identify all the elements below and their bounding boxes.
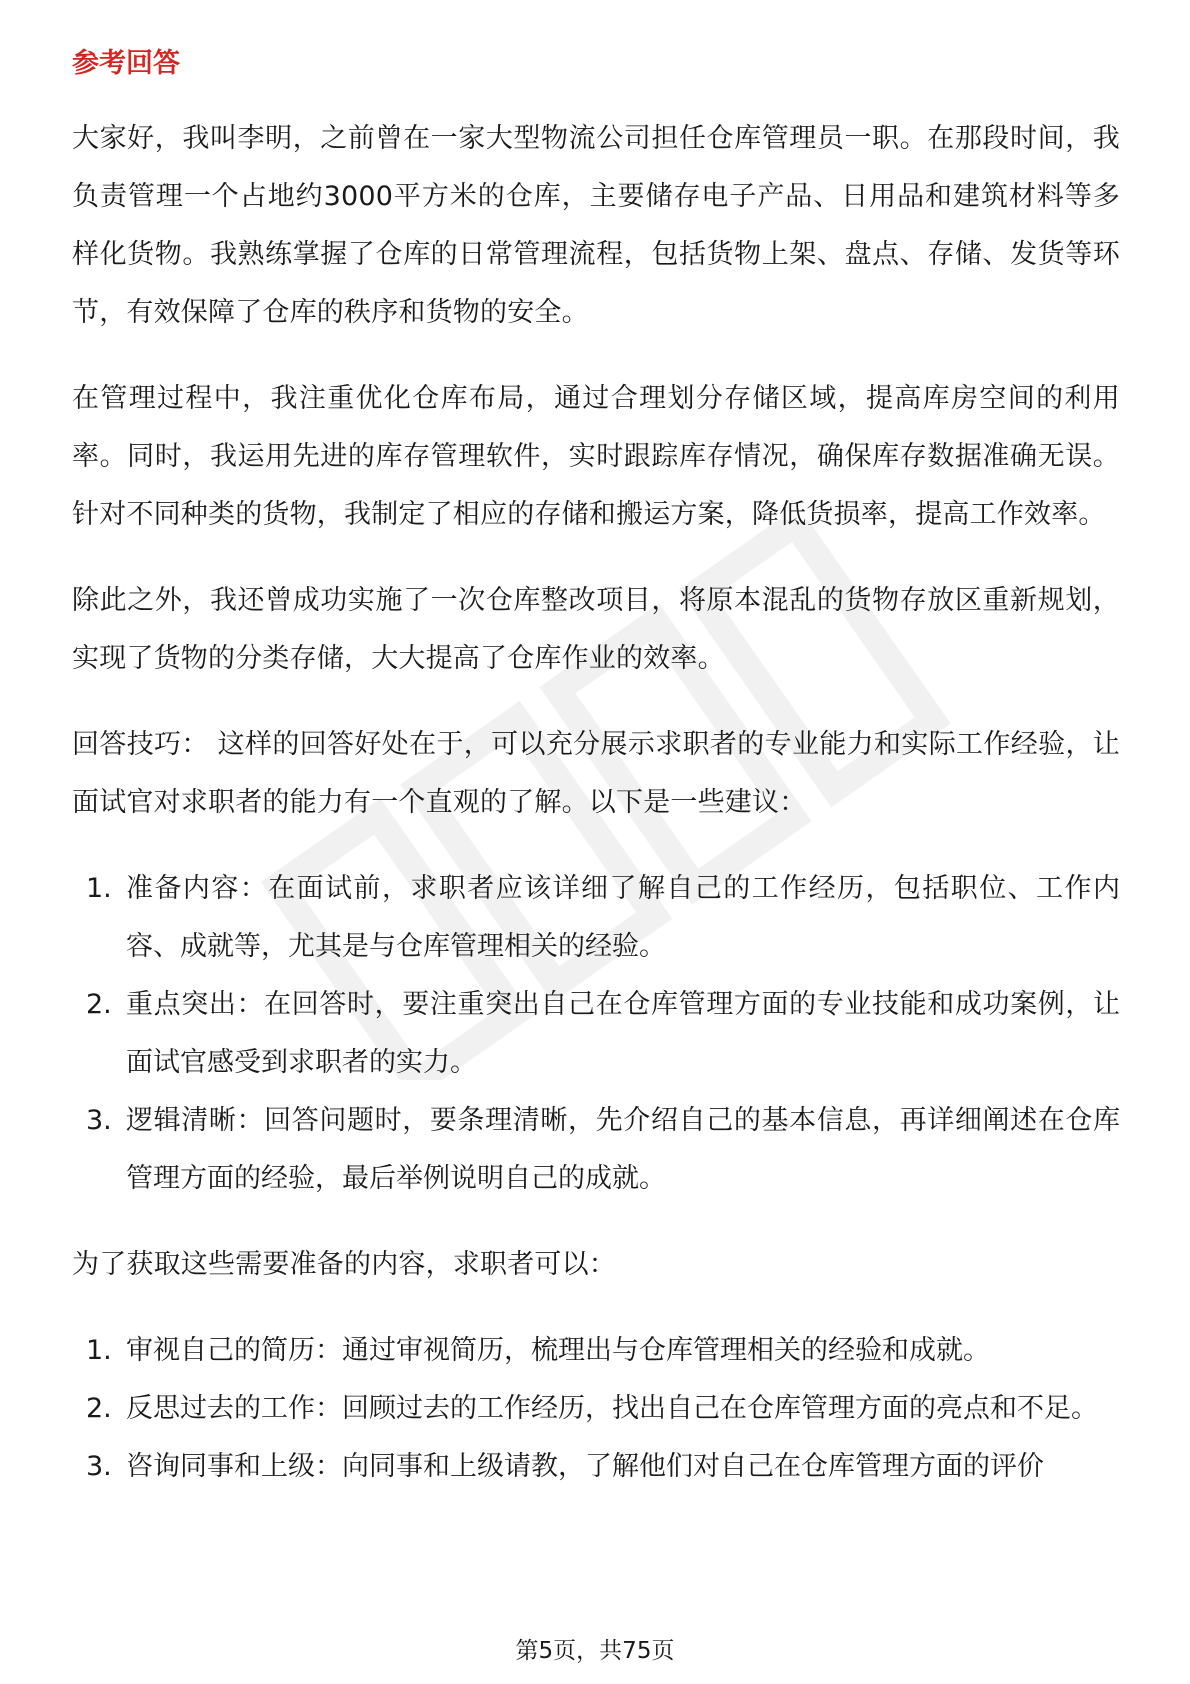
list-item-text: 反思过去的工作：回顾过去的工作经历，找出自己在仓库管理方面的亮点和不足。	[126, 1393, 1098, 1424]
section-heading: 参考回答	[72, 48, 180, 79]
list-item-text: 准备内容：在面试前，求职者应该详细了解自己的工作经历，包括职位、工作内容、成就等，尤其是与仓库管理相关的经验。	[126, 873, 1120, 962]
list-item	[72, 1092, 1120, 1208]
answer-paragraph-3: 除此之外，我还曾成功实施了一次仓库整改项目，将原本混乱的货物存放区重新规划，实现了货物的分类存储，大大提高了仓库作业的效率。	[72, 585, 1120, 674]
list-number: 1.	[86, 1335, 112, 1366]
list-item-text: 审视自己的简历：通过审视简历，梳理出与仓库管理相关的经验和成就。	[126, 1335, 990, 1366]
prep-list	[72, 1322, 1120, 1496]
list-number: 2.	[86, 1393, 112, 1424]
list-number: 2.	[86, 989, 112, 1020]
answer-paragraph-1: 大家好，我叫李明，之前曾在一家大型物流公司担任仓库管理员一职。在那段时间，我负责管理一个占地约3000平方米的仓库，主要储存电子产品、日用品和建筑材料等多样化货物。我熟练掌握了仓库的日常管理流程，包括货物上架、盘点、存储、发货等环节，有效保障了仓库的秩序和货物的安全。	[72, 123, 1120, 328]
list-number: 3.	[86, 1451, 112, 1482]
list-item	[72, 860, 1120, 976]
list-item	[72, 976, 1120, 1092]
list-item-text: 重点突出：在回答时，要注重突出自己在仓库管理方面的专业技能和成功案例，让面试官感受到求职者的实力。	[126, 989, 1120, 1078]
list-item-text: 咨询同事和上级：向同事和上级请教，了解他们对自己在仓库管理方面的评价	[126, 1451, 1044, 1482]
tips-intro-paragraph: 回答技巧： 这样的回答好处在于，可以充分展示求职者的专业能力和实际工作经验，让面试官对求职者的能力有一个直观的了解。以下是一些建议：	[72, 729, 1120, 818]
document-page	[72, 44, 1120, 1524]
list-number: 3.	[86, 1105, 112, 1136]
list-item	[72, 1380, 1120, 1438]
prep-intro-paragraph: 为了获取这些需要准备的内容，求职者可以：	[72, 1249, 616, 1280]
list-item	[72, 1322, 1120, 1380]
tips-list	[72, 860, 1120, 1208]
answer-paragraph-2: 在管理过程中，我注重优化仓库布局，通过合理划分存储区域，提高库房空间的利用率。同时，我运用先进的库存管理软件，实时跟踪库存情况，确保库存数据准确无误。针对不同种类的货物，我制定了相应的存储和搬运方案，降低货损率，提高工作效率。	[72, 383, 1120, 530]
page-footer: 第5页，共75页	[515, 1638, 675, 1664]
list-number: 1.	[86, 873, 112, 904]
list-item	[72, 1438, 1120, 1496]
list-item-text: 逻辑清晰：回答问题时，要条理清晰，先介绍自己的基本信息，再详细阐述在仓库管理方面的经验，最后举例说明自己的成就。	[126, 1105, 1120, 1194]
